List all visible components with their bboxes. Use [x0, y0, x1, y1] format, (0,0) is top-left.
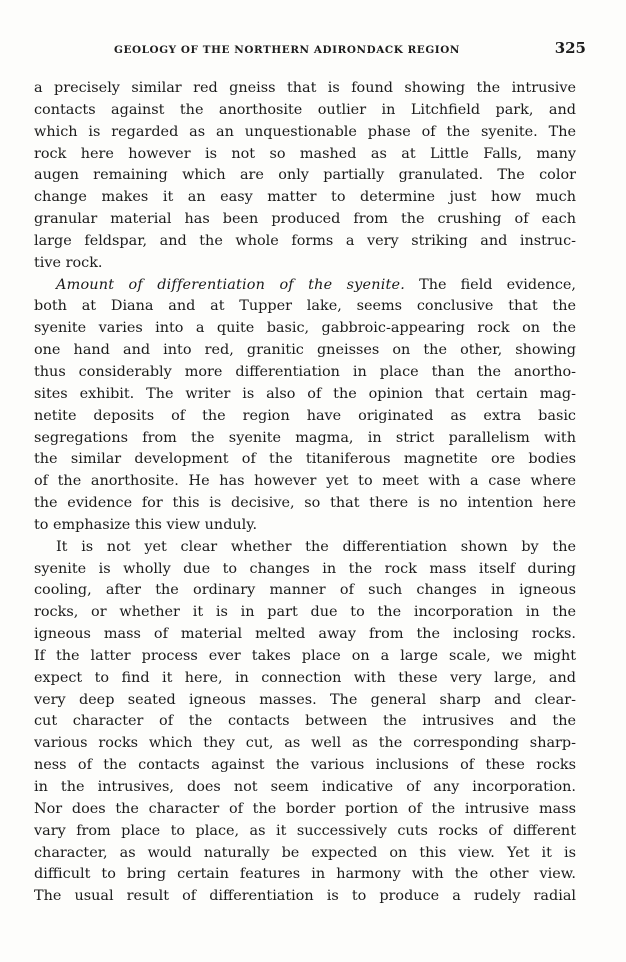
text-line: rocks, or whether it is in part due to the incorporation in the	[34, 604, 576, 621]
text-line: one hand and into red, granitic gneisses on the other, showing	[34, 342, 576, 359]
text-line: change makes it an easy matter to determine just how much	[34, 189, 576, 206]
text-line: which is regarded as an unquestionable phase of the syenite. The	[34, 123, 576, 140]
text-line: segregations from the syenite magma, in strict parallelism with	[34, 429, 576, 446]
text-line: a precisely similar red gneiss that is found showing the intrusive	[34, 80, 576, 96]
text-line: the similar development of the titaniferous magnetite ore bodies	[34, 451, 576, 468]
text-line: of the anorthosite. He has however yet to meet with a case where	[34, 473, 576, 490]
text-line: If the latter process ever takes place on a large scale, we might	[34, 647, 576, 664]
text-line: expect to find it here, in connection with these very large, and	[34, 669, 576, 686]
page-number: 325	[554, 39, 586, 57]
paragraph-3	[34, 537, 576, 908]
text-line: tive rock.	[34, 254, 103, 271]
text-line: in the intrusives, does not seem indicative of any incorporation.	[34, 779, 576, 795]
section-heading: Amount of differentiation of the syenite.	[56, 276, 405, 293]
text-line: to emphasize this view unduly.	[34, 516, 258, 533]
body-text	[34, 78, 576, 908]
text-line: syenite varies into a quite basic, gabbroic-appearing rock on the	[34, 320, 576, 337]
text-line: contacts against the anorthosite outlier in Litchfield park, and	[34, 101, 576, 118]
text-line: very deep seated igneous masses. The general sharp and clear-	[34, 691, 576, 708]
text-line: ness of the contacts against the various inclusions of these rocks	[34, 757, 576, 774]
text-line: both at Diana and at Tupper lake, seems conclusive that the	[34, 298, 576, 315]
text-line: augen remaining which are only partially granulated. The color	[34, 167, 576, 184]
text-line: vary from place to place, as it successively cuts rocks of different	[34, 822, 576, 839]
text-line: character, as would naturally be expected on this view. Yet it is	[34, 844, 576, 861]
text-line: sites exhibit. The writer is also of the opinion that certain mag-	[34, 385, 576, 402]
running-title: GEOLOGY OF THE NORTHERN ADIRONDACK REGION	[114, 44, 461, 56]
text-line: various rocks which they cut, as well as the corresponding sharp-	[34, 735, 576, 752]
heading-line-text: The field evidence,	[419, 276, 576, 293]
text-line: large feldspar, and the whole forms a very striking and instruc-	[34, 232, 576, 249]
running-head	[34, 38, 586, 60]
text-line: thus considerably more differentiation in place than the anortho-	[34, 363, 576, 380]
text-line: The usual result of differentiation is to produce a rudely radial	[34, 888, 576, 905]
text-line: rock here however is not so mashed as at Little Falls, many	[34, 145, 576, 162]
paragraph-2	[34, 275, 576, 537]
text-line: granular material has been produced from the crushing of each	[34, 211, 576, 228]
text-line: the evidence for this is decisive, so that there is no intention here	[34, 495, 576, 512]
text-line: syenite is wholly due to changes in the rock mass itself during	[34, 560, 576, 577]
text-line: cut character of the contacts between the intrusives and the	[34, 713, 576, 730]
text-line: netite deposits of the region have originated as extra basic	[34, 407, 576, 424]
text-line: cooling, after the ordinary manner of such changes in igneous	[34, 582, 576, 599]
text-line: igneous mass of material melted away from the inclosing rocks.	[34, 626, 576, 643]
text-line: It is not yet clear whether the differentiation shown by the	[56, 538, 576, 555]
heading-line	[34, 275, 576, 297]
paragraph-1	[34, 78, 576, 275]
text-line: difficult to bring certain features in harmony with the other view.	[34, 866, 576, 883]
text-line: Nor does the character of the border portion of the intrusive mass	[34, 800, 576, 817]
